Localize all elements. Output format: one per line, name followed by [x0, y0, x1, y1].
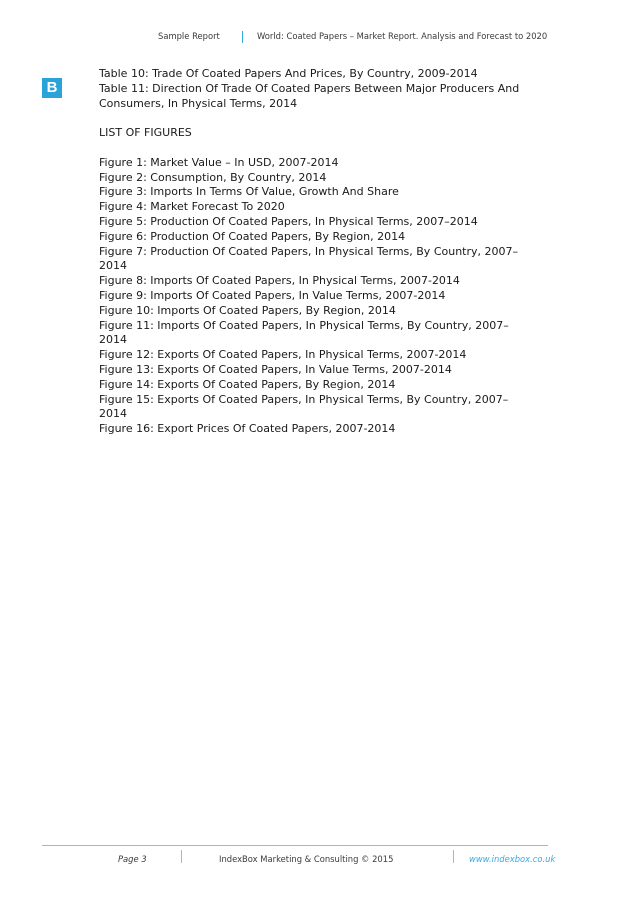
blank-line — [99, 141, 529, 156]
document-body — [99, 67, 529, 437]
list-item: Figure 13: Exports Of Coated Papers, In Value Terms, 2007-2014 — [99, 362, 452, 376]
blank-line — [99, 111, 529, 126]
footer-website-link[interactable]: www.indexbox.co.uk — [469, 854, 556, 864]
list-item: Figure 9: Imports Of Coated Papers, In Value Terms, 2007-2014 — [99, 288, 446, 302]
list-item: Figure 16: Export Prices Of Coated Papers, 2007-2014 — [99, 422, 396, 436]
list-item: Figure 5: Production Of Coated Papers, In Physical Terms, 2007–2014 — [99, 214, 478, 228]
section-heading: LIST OF FIGURES — [99, 126, 192, 140]
list-item: Figure 2: Consumption, By Country, 2014 — [99, 170, 327, 184]
list-item: Figure 15: Exports Of Coated Papers, In Physical Terms, By Country, 2007– — [99, 392, 509, 406]
list-item: Consumers, In Physical Terms, 2014 — [99, 96, 298, 110]
footer-divider — [453, 850, 454, 863]
list-item: Figure 11: Imports Of Coated Papers, In Physical Terms, By Country, 2007– — [99, 318, 509, 332]
list-item: Table 11: Direction Of Trade Of Coated Papers Between Major Producers And — [99, 81, 520, 95]
footer-rule — [42, 845, 548, 846]
list-item: Table 10: Trade Of Coated Papers And Prices, By Country, 2009-2014 — [99, 67, 478, 80]
list-item: Figure 10: Imports Of Coated Papers, By Region, 2014 — [99, 303, 396, 317]
list-item: 2014 — [99, 333, 127, 347]
header-sample-report: Sample Report — [158, 31, 220, 41]
list-item: Figure 3: Imports In Terms Of Value, Growth And Share — [99, 185, 399, 199]
list-item: Figure 12: Exports Of Coated Papers, In Physical Terms, 2007-2014 — [99, 348, 467, 362]
list-item: Figure 4: Market Forecast To 2020 — [99, 200, 285, 214]
list-item: Figure 8: Imports Of Coated Papers, In Physical Terms, 2007-2014 — [99, 274, 460, 288]
list-item: Figure 7: Production Of Coated Papers, In Physical Terms, By Country, 2007– — [99, 244, 518, 258]
footer-company: IndexBox Marketing & Consulting © 2015 — [219, 854, 394, 864]
footer-divider — [181, 850, 182, 863]
footer-page-number: Page 3 — [118, 854, 147, 864]
list-item: 2014 — [99, 407, 127, 421]
list-item: 2014 — [99, 259, 127, 273]
header-report-title: World: Coated Papers – Market Report. Analysis and Forecast to 2020 — [257, 31, 548, 41]
header-divider — [242, 31, 243, 43]
list-item: Figure 14: Exports Of Coated Papers, By Region, 2014 — [99, 377, 396, 391]
list-item: Figure 1: Market Value – In USD, 2007-2014 — [99, 155, 339, 169]
list-item: Figure 6: Production Of Coated Papers, By Region, 2014 — [99, 229, 406, 243]
indexbox-logo-icon: B — [42, 78, 62, 98]
